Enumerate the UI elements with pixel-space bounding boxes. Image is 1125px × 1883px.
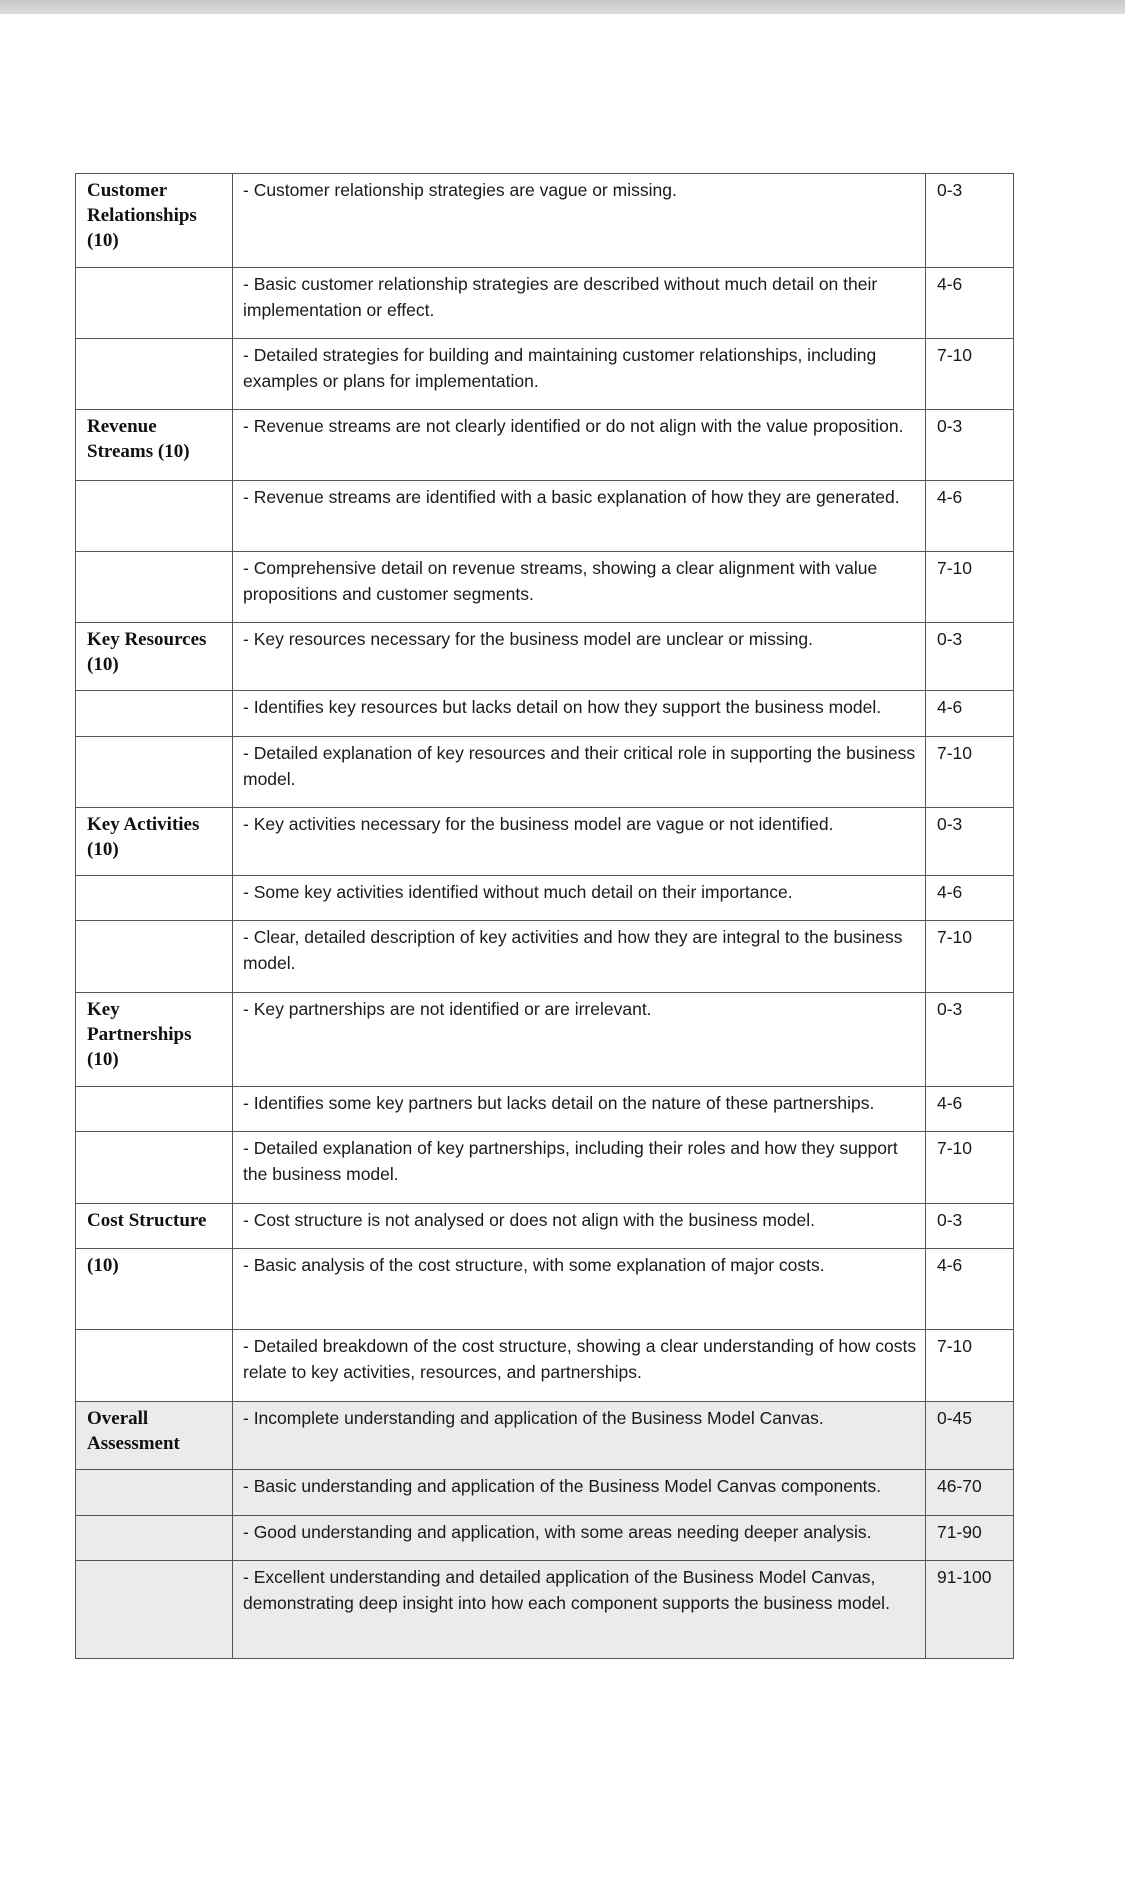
score-range-cell: 0-3 (926, 1204, 1014, 1249)
descriptor-cell: - Key partnerships are not identified or are irrelevant. (233, 993, 926, 1087)
table-row (76, 174, 1014, 268)
table-row (76, 993, 1014, 1087)
criterion-empty-cell (76, 876, 233, 921)
table-row (76, 691, 1014, 737)
score-range-cell: 0-3 (926, 410, 1014, 481)
table-row (76, 1402, 1014, 1470)
descriptor-cell: - Good understanding and application, with some areas needing deeper analysis. (233, 1516, 926, 1561)
table-row (76, 1330, 1014, 1402)
score-range-cell: 91-100 (926, 1561, 1014, 1659)
table-row (76, 921, 1014, 993)
descriptor-cell: - Detailed explanation of key partnerships, including their roles and how they support the business model. (233, 1132, 926, 1204)
descriptor-cell: - Incomplete understanding and application of the Business Model Canvas. (233, 1402, 926, 1470)
table-row (76, 1249, 1014, 1330)
rubric-page (75, 173, 1013, 1659)
table-row (76, 623, 1014, 691)
criterion-label-continued: (10) (76, 1249, 233, 1330)
table-row (76, 1516, 1014, 1561)
table-row (76, 552, 1014, 623)
criterion-empty-cell (76, 268, 233, 339)
criterion-empty-cell (76, 691, 233, 737)
table-row (76, 481, 1014, 552)
criterion-label: Revenue Streams (10) (76, 410, 233, 481)
score-range-cell: 7-10 (926, 737, 1014, 808)
criterion-empty-cell (76, 552, 233, 623)
score-range-cell: 7-10 (926, 1132, 1014, 1204)
table-row (76, 876, 1014, 921)
descriptor-cell: - Comprehensive detail on revenue streams, showing a clear alignment with value propositions and customer segments. (233, 552, 926, 623)
table-row (76, 1087, 1014, 1132)
descriptor-cell: - Cost structure is not analysed or does not align with the business model. (233, 1204, 926, 1249)
criterion-label: Overall Assessment (76, 1402, 233, 1470)
descriptor-cell: - Key activities necessary for the business model are vague or not identified. (233, 808, 926, 876)
score-range-cell: 0-45 (926, 1402, 1014, 1470)
criterion-empty-cell (76, 1470, 233, 1516)
descriptor-cell: - Key resources necessary for the business model are unclear or missing. (233, 623, 926, 691)
criterion-empty-cell (76, 921, 233, 993)
descriptor-cell: - Clear, detailed description of key activities and how they are integral to the business model. (233, 921, 926, 993)
score-range-cell: 0-3 (926, 174, 1014, 268)
score-range-cell: 4-6 (926, 268, 1014, 339)
table-row (76, 1132, 1014, 1204)
score-range-cell: 4-6 (926, 691, 1014, 737)
criterion-label: Cost Structure (76, 1204, 233, 1249)
table-row (76, 1470, 1014, 1516)
descriptor-cell: - Detailed breakdown of the cost structure, showing a clear understanding of how costs relate to key activities, resources, and partnerships. (233, 1330, 926, 1402)
descriptor-cell: - Basic understanding and application of the Business Model Canvas components. (233, 1470, 926, 1516)
descriptor-cell: - Excellent understanding and detailed application of the Business Model Canvas, demonstrating deep insight into how each component supports the business model. (233, 1561, 926, 1659)
descriptor-cell: - Some key activities identified without much detail on their importance. (233, 876, 926, 921)
criterion-empty-cell (76, 1516, 233, 1561)
criterion-label: Key Activities (10) (76, 808, 233, 876)
table-row (76, 339, 1014, 410)
score-range-cell: 4-6 (926, 481, 1014, 552)
descriptor-cell: - Detailed explanation of key resources and their critical role in supporting the business model. (233, 737, 926, 808)
window-top-bar (0, 0, 1125, 14)
criterion-empty-cell (76, 481, 233, 552)
table-row (76, 737, 1014, 808)
score-range-cell: 7-10 (926, 552, 1014, 623)
descriptor-cell: - Revenue streams are identified with a basic explanation of how they are generated. (233, 481, 926, 552)
descriptor-cell: - Basic customer relationship strategies are described without much detail on their implementation or effect. (233, 268, 926, 339)
criterion-empty-cell (76, 339, 233, 410)
score-range-cell: 71-90 (926, 1516, 1014, 1561)
descriptor-cell: - Identifies key resources but lacks detail on how they support the business model. (233, 691, 926, 737)
descriptor-cell: - Detailed strategies for building and maintaining customer relationships, including examples or plans for implementation. (233, 339, 926, 410)
score-range-cell: 7-10 (926, 1330, 1014, 1402)
criterion-empty-cell (76, 1561, 233, 1659)
criterion-empty-cell (76, 1087, 233, 1132)
table-row (76, 1204, 1014, 1249)
score-range-cell: 7-10 (926, 339, 1014, 410)
descriptor-cell: - Customer relationship strategies are vague or missing. (233, 174, 926, 268)
table-row (76, 1561, 1014, 1659)
score-range-cell: 4-6 (926, 1249, 1014, 1330)
criterion-empty-cell (76, 1132, 233, 1204)
descriptor-cell: - Identifies some key partners but lacks detail on the nature of these partnerships. (233, 1087, 926, 1132)
criterion-label: Key Partnerships (10) (76, 993, 233, 1087)
criterion-label: Key Resources (10) (76, 623, 233, 691)
score-range-cell: 0-3 (926, 808, 1014, 876)
criterion-label: Customer Relationships (10) (76, 174, 233, 268)
table-row (76, 268, 1014, 339)
score-range-cell: 46-70 (926, 1470, 1014, 1516)
criterion-empty-cell (76, 737, 233, 808)
rubric-table (75, 173, 1014, 1659)
table-row (76, 410, 1014, 481)
descriptor-cell: - Revenue streams are not clearly identified or do not align with the value proposition. (233, 410, 926, 481)
table-row (76, 808, 1014, 876)
criterion-empty-cell (76, 1330, 233, 1402)
score-range-cell: 0-3 (926, 623, 1014, 691)
descriptor-cell: - Basic analysis of the cost structure, with some explanation of major costs. (233, 1249, 926, 1330)
score-range-cell: 7-10 (926, 921, 1014, 993)
score-range-cell: 4-6 (926, 876, 1014, 921)
score-range-cell: 0-3 (926, 993, 1014, 1087)
score-range-cell: 4-6 (926, 1087, 1014, 1132)
